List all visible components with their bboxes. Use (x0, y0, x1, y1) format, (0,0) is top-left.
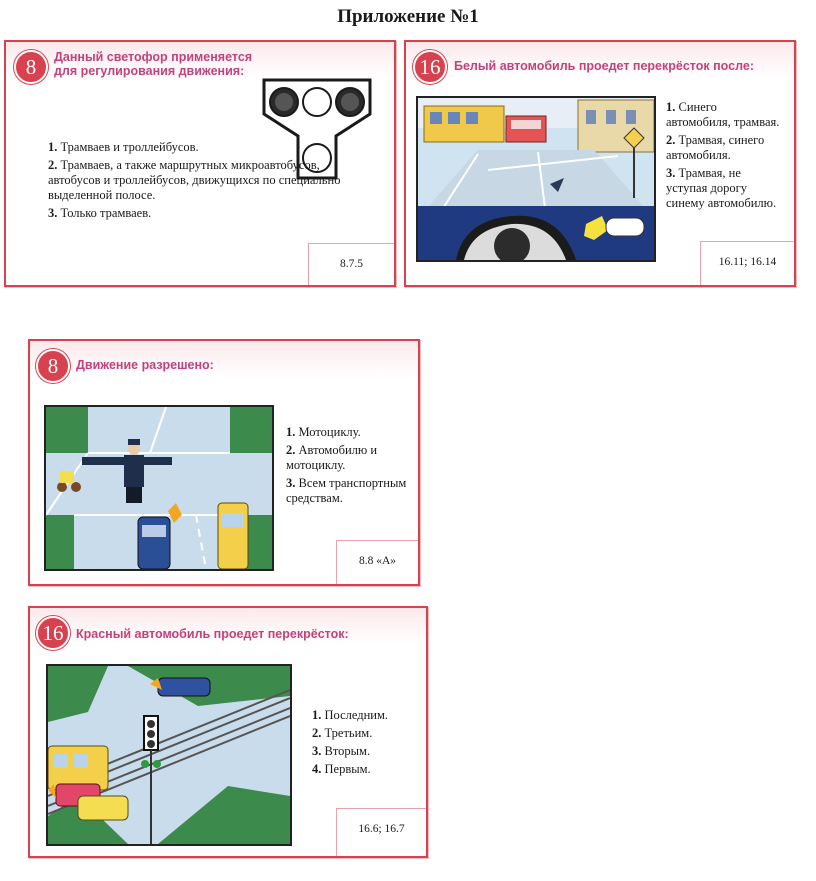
rule-reference: 8.8 «А» (336, 540, 418, 584)
answer-item[interactable]: 2. Трамвая, синего автомобиля. (666, 133, 765, 162)
answer-item[interactable]: 1. Синего автомобиля, трамвая. (666, 100, 780, 129)
answer-item[interactable]: 2. Трамваев, а также маршрутных микроавтобусов, автобусов и троллейбусов, движущихся по специально выделенной полосе. (48, 158, 341, 202)
rule-reference: 8.7.5 (308, 243, 394, 285)
answer-item[interactable]: 1. Последним. (312, 708, 389, 722)
card-number-badge: 16 (413, 50, 447, 84)
answer-item[interactable]: 2. Третьим. (312, 726, 373, 740)
answer-item[interactable]: 3. Вторым. (312, 744, 371, 758)
intersection-illustration (416, 96, 656, 262)
answer-item[interactable]: 4. Первым. (312, 762, 371, 776)
answer-list (286, 425, 410, 509)
question-title: Движение разрешено: (76, 358, 214, 372)
question-card-1 (4, 40, 396, 287)
answer-item[interactable]: 3. Только трамваев. (48, 206, 152, 220)
answer-item[interactable]: 3. Трамвая, не уступая дорогу синему автомобилю. (666, 166, 777, 210)
card-number-badge: 16 (36, 616, 70, 650)
answer-item[interactable]: 1. Мотоциклу. (286, 425, 361, 439)
rule-reference: 16.11; 16.14 (700, 241, 794, 285)
question-title: Данный светофор применяется для регулирования движения: (54, 50, 253, 78)
rule-reference: 16.6; 16.7 (336, 808, 426, 856)
answer-item[interactable]: 2. Автомобилю и мотоциклу. (286, 443, 378, 472)
traffic-controller-illustration (44, 405, 274, 571)
question-title: Красный автомобиль проедет перекрёсток: (76, 627, 349, 641)
page-title: Приложение №1 (337, 6, 479, 27)
answer-list (666, 100, 784, 214)
card-number-badge: 8 (14, 50, 48, 84)
question-title: Белый автомобиль проедет перекрёсток после: (454, 59, 754, 73)
question-card-3 (28, 339, 420, 586)
tram-intersection-illustration (46, 664, 292, 846)
question-card-4 (28, 606, 428, 858)
question-card-2 (404, 40, 796, 287)
answer-item[interactable]: 1. Трамваев и троллейбусов. (48, 140, 199, 154)
answer-item[interactable]: 3. Всем транспортным средствам. (286, 476, 407, 505)
card-number-badge: 8 (36, 349, 70, 383)
answer-list (312, 708, 412, 780)
answer-list (48, 140, 366, 224)
